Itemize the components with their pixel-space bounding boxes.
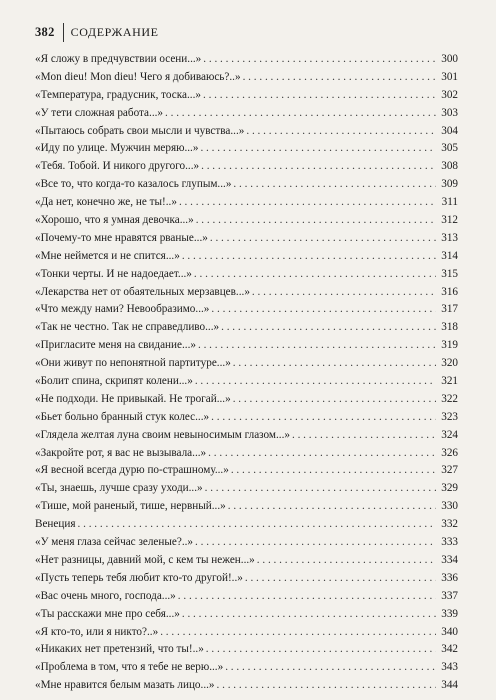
dot-leader: [243, 69, 436, 87]
toc-entry-page: 344: [441, 679, 458, 692]
dot-leader: [233, 391, 436, 409]
toc-entry: [35, 355, 458, 373]
toc-entry-title: «Лекарства нет от обаятельных мерзавцев...»: [35, 285, 250, 298]
toc-entry: [35, 319, 458, 337]
dot-leader: [195, 373, 436, 391]
section-title: СОДЕРЖАНИЕ: [70, 24, 159, 39]
toc-entry-title: «Ты, знаешь, лучше сразу уходи...»: [35, 482, 203, 495]
toc-entry-title: «Почему-то мне нравятся рваные...»: [35, 231, 208, 244]
toc-entry-title: «Пытаюсь собрать свои мысли и чувства...»: [35, 124, 245, 137]
toc-entry: [35, 301, 458, 319]
dot-leader: [182, 606, 436, 624]
toc-entry: [35, 677, 458, 695]
dot-leader: [210, 230, 436, 248]
toc-entry-title: «Все то, что когда-то казалось глупым...»: [35, 178, 232, 191]
dot-leader: [160, 624, 436, 642]
toc-entry: [35, 194, 458, 212]
toc-entry-page: 327: [441, 464, 458, 477]
toc-entry: [35, 641, 458, 659]
table-of-contents: [35, 51, 458, 695]
toc-entry-title: «Что между нами? Невообразимо...»: [35, 303, 210, 316]
toc-entry-title: «Я весной всегда дурю по-страшному...»: [35, 464, 229, 477]
toc-entry: [35, 248, 458, 266]
toc-entry-page: 329: [441, 482, 458, 495]
toc-entry-title: «Болит спина, скрипят колени...»: [35, 375, 193, 388]
toc-entry-title: «Пусть теперь тебя любит кто-то другой!..»: [35, 571, 243, 584]
toc-entry-title: «Бьет больно бранный стук колес...»: [35, 410, 210, 423]
toc-entry-page: 320: [441, 357, 458, 370]
dot-leader: [217, 677, 436, 695]
dot-leader: [292, 427, 436, 445]
toc-entry-page: 313: [441, 231, 458, 244]
toc-entry-page: 343: [441, 661, 458, 674]
dot-leader: [179, 194, 436, 212]
dot-leader: [200, 140, 436, 158]
toc-entry-page: 321: [441, 375, 458, 388]
toc-entry-title: «Температура, градусник, тоска...»: [35, 88, 201, 101]
toc-entry: [35, 445, 458, 463]
toc-entry: [35, 51, 458, 69]
dot-leader: [246, 123, 436, 141]
toc-entry-title: «Иду по улице. Мужчин меряю...»: [35, 142, 199, 155]
toc-entry-page: 308: [441, 160, 458, 173]
toc-entry-title: «Тонки черты. И не надоедает...»: [35, 267, 192, 280]
toc-entry: [35, 427, 458, 445]
dot-leader: [221, 319, 436, 337]
toc-entry-title: «Нет разницы, давний мой, с кем ты нежен...»: [35, 553, 255, 566]
dot-leader: [225, 659, 436, 677]
header-divider: [63, 23, 64, 42]
toc-entry-page: 319: [441, 339, 458, 352]
toc-entry: [35, 498, 458, 516]
dot-leader: [231, 462, 436, 480]
toc-entry: [35, 391, 458, 409]
toc-entry-page: 333: [441, 536, 458, 549]
toc-entry-title: «Проблема в том, что я тебе не верю...»: [35, 661, 224, 674]
dot-leader: [205, 480, 436, 498]
dot-leader: [182, 248, 436, 266]
dot-leader: [194, 266, 436, 284]
toc-entry-page: 339: [441, 607, 458, 620]
toc-entry: [35, 624, 458, 642]
dot-leader: [195, 534, 436, 552]
dot-leader: [233, 355, 436, 373]
toc-entry-page: 318: [441, 321, 458, 334]
toc-entry: [35, 373, 458, 391]
dot-leader: [252, 284, 436, 302]
toc-entry-page: 309: [441, 178, 458, 191]
toc-entry-page: 301: [441, 70, 458, 83]
toc-entry: [35, 266, 458, 284]
toc-entry: [35, 409, 458, 427]
toc-entry-page: 303: [441, 106, 458, 119]
toc-entry: [35, 606, 458, 624]
toc-entry: [35, 480, 458, 498]
toc-entry-title: «Тебя. Тобой. И никого другого...»: [35, 160, 200, 173]
toc-entry-title: Венеция: [35, 518, 76, 531]
toc-entry: [35, 176, 458, 194]
toc-entry: [35, 462, 458, 480]
page-number: 382: [35, 24, 55, 39]
dot-leader: [245, 570, 436, 588]
toc-entry-title: «Тише, мой раненый, тише, нервный...»: [35, 500, 226, 513]
toc-entry-page: 326: [441, 446, 458, 459]
toc-entry: [35, 337, 458, 355]
toc-entry-page: 305: [441, 142, 458, 155]
toc-entry: [35, 123, 458, 141]
dot-leader: [211, 409, 436, 427]
toc-entry-page: 337: [441, 589, 458, 602]
dot-leader: [78, 516, 436, 534]
toc-entry: [35, 534, 458, 552]
toc-entry: [35, 284, 458, 302]
toc-entry: [35, 212, 458, 230]
toc-entry-page: 332: [441, 518, 458, 531]
dot-leader: [257, 552, 436, 570]
toc-entry: [35, 552, 458, 570]
toc-entry-page: 304: [441, 124, 458, 137]
toc-entry-page: 322: [441, 392, 458, 405]
dot-leader: [196, 212, 436, 230]
dot-leader: [201, 158, 436, 176]
toc-entry-title: «Не подходи. Не привыкай. Не трогай...»: [35, 392, 231, 405]
dot-leader: [208, 445, 436, 463]
toc-entry-page: 330: [441, 500, 458, 513]
toc-entry-page: 316: [441, 285, 458, 298]
toc-entry-title: «Да нет, конечно же, не ты!..»: [35, 196, 177, 209]
toc-entry: [35, 105, 458, 123]
toc-entry-title: «У меня глаза сейчас зеленые?..»: [35, 536, 194, 549]
toc-entry: [35, 588, 458, 606]
toc-entry-page: 336: [441, 571, 458, 584]
toc-entry-title: «Они живут по непонятной партитуре...»: [35, 357, 231, 370]
toc-entry-title: «Я кто-то, или я никто?..»: [35, 625, 159, 638]
toc-entry-title: «Так не честно. Так не справедливо...»: [35, 321, 220, 334]
toc-entry-title: «Мне нравится белым мазать лицо...»: [35, 679, 215, 692]
toc-entry-page: 324: [441, 428, 458, 441]
dot-leader: [178, 588, 436, 606]
dot-leader: [233, 176, 436, 194]
dot-leader: [203, 87, 436, 105]
toc-entry: [35, 230, 458, 248]
toc-entry-title: «Глядела желтая луна своим невыносимым глазом...»: [35, 428, 290, 441]
toc-entry-page: 340: [441, 625, 458, 638]
toc-entry-page: 314: [441, 249, 458, 262]
toc-entry-page: 317: [441, 303, 458, 316]
toc-entry: [35, 69, 458, 87]
toc-entry: [35, 516, 458, 534]
dot-leader: [165, 105, 436, 123]
dot-leader: [228, 498, 436, 516]
dot-leader: [203, 51, 436, 69]
toc-entry: [35, 659, 458, 677]
toc-entry-title: «Мне неймется и не спится...»: [35, 249, 180, 262]
dot-leader: [198, 337, 436, 355]
dot-leader: [206, 641, 436, 659]
toc-entry-page: 334: [441, 553, 458, 566]
toc-entry-title: «Пригласите меня на свидание...»: [35, 339, 196, 352]
toc-entry-title: «Mon dieu! Mon dieu! Чего я добиваюсь?..»: [35, 70, 241, 83]
toc-entry-title: «Закройте рот, я вас не вызывала...»: [35, 446, 207, 459]
toc-entry-title: «У тети сложная работа...»: [35, 106, 164, 119]
toc-entry-page: 312: [441, 214, 458, 227]
toc-entry-title: «Никаких нет претензий, что ты!..»: [35, 643, 204, 656]
toc-entry: [35, 140, 458, 158]
toc-entry-page: 302: [441, 88, 458, 101]
toc-entry: [35, 87, 458, 105]
toc-entry-page: 311: [441, 196, 458, 209]
page-header: [35, 22, 159, 42]
toc-entry-title: «Хорошо, что я умная девочка...»: [35, 214, 194, 227]
toc-entry-title: «Ты расскажи мне про себя...»: [35, 607, 180, 620]
toc-entry: [35, 158, 458, 176]
toc-entry-page: 315: [441, 267, 458, 280]
toc-entry: [35, 570, 458, 588]
toc-entry-page: 323: [441, 410, 458, 423]
toc-entry-page: 300: [441, 53, 458, 65]
dot-leader: [211, 301, 436, 319]
toc-entry-page: 342: [441, 643, 458, 656]
toc-entry-title: «Я сложу в предчувствии осени...»: [35, 53, 202, 65]
toc-entry-title: «Вас очень много, господа...»: [35, 589, 176, 602]
